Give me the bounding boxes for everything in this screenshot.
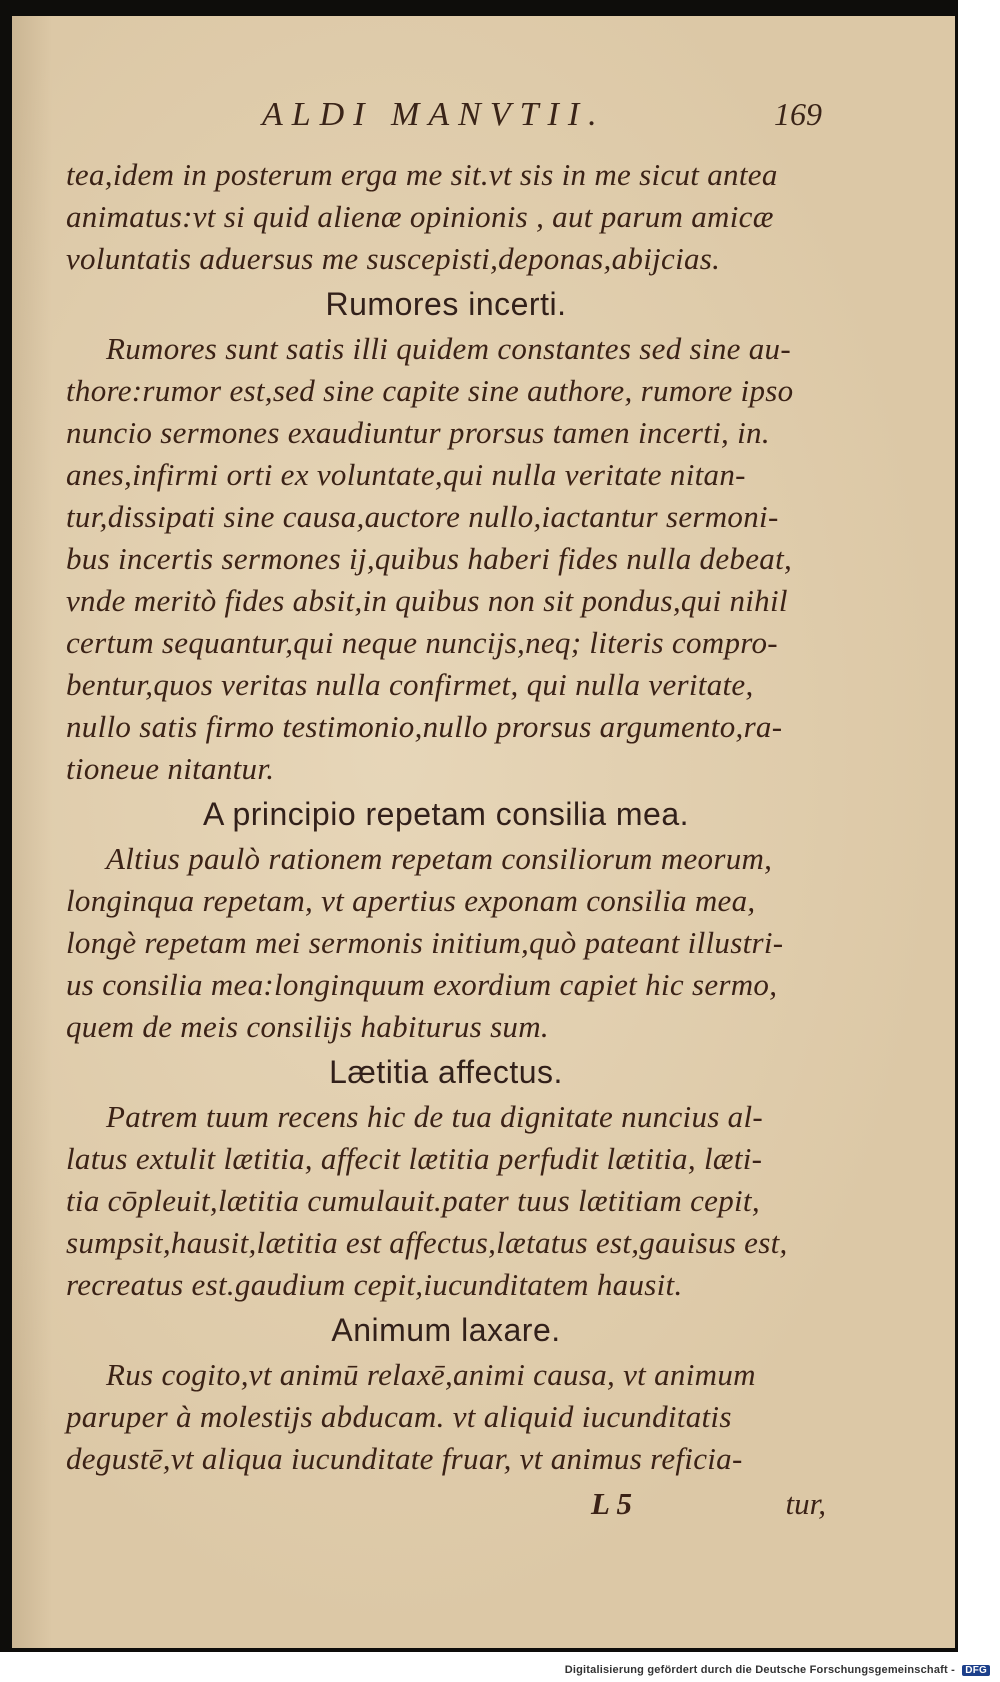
text-line: anes,infirmi orti ex voluntate,qui nulla veritate nitan-: [66, 457, 746, 492]
text-line: tioneue nitantur.: [66, 751, 275, 786]
paragraph-first-line: Patrem tuum recens hic de tua dignitate nuncius al-: [106, 1099, 763, 1134]
section-heading: Lætitia affectus.: [329, 1054, 563, 1090]
text-line: nullo satis firmo testimonio,nullo prorsus argumento,ra-: [66, 709, 783, 744]
text-line: bentur,quos veritas nulla confirmet, qui nulla veritate,: [66, 667, 754, 702]
page-header: [262, 96, 822, 146]
digitization-credit: [565, 1664, 990, 1676]
text-line: tur,dissipati sine causa,auctore nullo,iactantur sermoni-: [66, 499, 779, 534]
text-line: us consilia mea:longinquum exordium capiet hic sermo,: [66, 967, 778, 1002]
page-footer: [66, 1486, 826, 1528]
text-line: tea,idem in posterum erga me sit.vt sis in me sicut antea: [66, 157, 778, 192]
text-line: thore:rumor est,sed sine capite sine authore, rumore ipso: [66, 373, 794, 408]
signature-mark: L 5: [591, 1486, 633, 1521]
text-line: voluntatis aduersus me suscepisti,deponas,abijcias.: [66, 241, 721, 276]
section-heading: A principio repetam consilia mea.: [202, 796, 690, 832]
book-page: [12, 16, 955, 1648]
section-heading: Rumores incerti.: [325, 286, 567, 322]
catchword: tur,: [785, 1486, 826, 1521]
credit-text: Digitalisierung gefördert durch die Deutsche Forschungsgemeinschaft -: [564, 1664, 956, 1676]
text-line: longè repetam mei sermonis initium,quò pateant illustri-: [66, 925, 784, 960]
text-line: latus extulit lætitia, affecit lætitia perfudit lætitia, læti-: [66, 1141, 763, 1176]
paragraph-first-line: Rus cogito,vt animū relaxē,animi causa, vt animum: [106, 1357, 756, 1392]
text-line: animatus:vt si quid alienæ opinionis , aut parum amicæ: [66, 199, 774, 234]
text-line: recreatus est.gaudium cepit,iucunditatem hausit.: [66, 1267, 683, 1302]
text-line: sumpsit,hausit,lætitia est affectus,lætatus est,gauisus est,: [66, 1225, 788, 1260]
text-line: quem de meis consilijs habiturus sum.: [66, 1009, 549, 1044]
text-line: paruper à molestijs abducam. vt aliquid iucunditatis: [66, 1399, 732, 1434]
text-line: tia cōpleuit,lætitia cumulauit.pater tuus lætitiam cepit,: [66, 1183, 760, 1218]
paragraph-first-line: Rumores sunt satis illi quidem constantes sed sine au-: [106, 331, 791, 366]
dfg-logo: DFG: [962, 1665, 990, 1676]
text-line: vnde meritò fides absit,in quibus non sit pondus,qui nihil: [66, 583, 788, 618]
running-head: ALDI MANVTII.: [262, 96, 606, 133]
text-line: longinqua repetam, vt apertius exponam consilia mea,: [66, 883, 756, 918]
text-line: bus incertis sermones ij,quibus haberi fides nulla debeat,: [66, 541, 793, 576]
paragraph-first-line: Altius paulò rationem repetam consiliorum meorum,: [106, 841, 773, 876]
section-heading: Animum laxare.: [331, 1312, 561, 1348]
page-number: 169: [774, 96, 822, 132]
text-line: certum sequantur,qui neque nuncijs,neq; literis compro-: [66, 625, 778, 660]
text-line: degustē,vt aliqua iucunditate fruar, vt animus reficia-: [66, 1441, 743, 1476]
text-block: [66, 154, 826, 1480]
text-line: nuncio sermones exaudiuntur prorsus tamen incerti, in.: [66, 415, 770, 450]
